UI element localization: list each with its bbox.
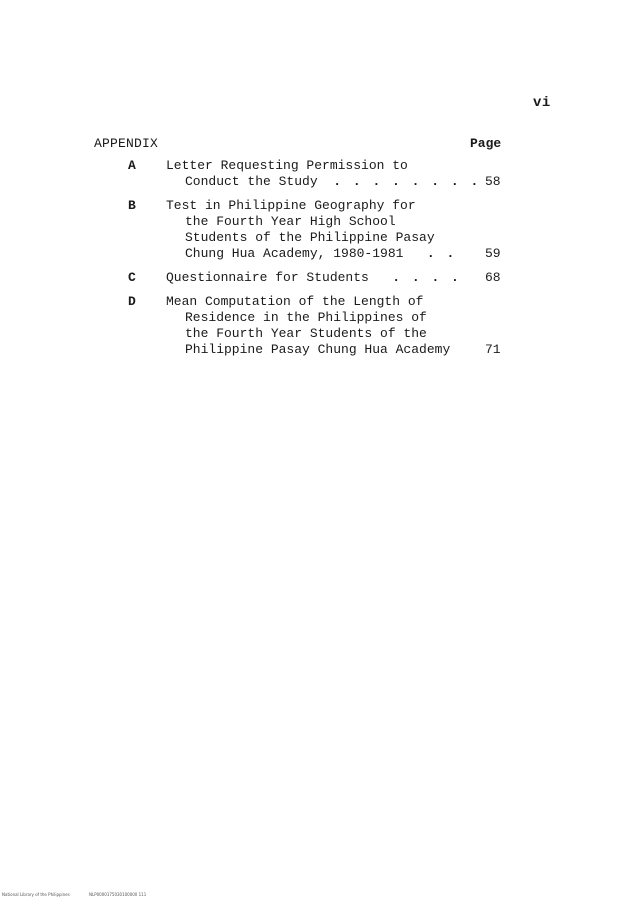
- appendix-entries: [0, 158, 634, 366]
- entry-page-number: 59: [485, 246, 501, 261]
- appendix-entry-a: [0, 158, 634, 190]
- entry-title-text: Chung Hua Academy, 1980-1981: [185, 246, 404, 261]
- entry-letter: C: [128, 270, 136, 285]
- entry-title-text: Questionnaire for Students: [166, 270, 369, 285]
- dot-leader: . . . . . . . .: [333, 174, 481, 189]
- dot-leader: . .: [426, 246, 457, 261]
- document-code: NLP0000175030100000 111: [89, 892, 147, 897]
- entry-title-line: Letter Requesting Permission to: [166, 158, 408, 173]
- toc-heading-row: [0, 136, 634, 152]
- entry-page-number: 71: [485, 342, 501, 357]
- entry-title-line: the Fourth Year High School: [185, 214, 396, 229]
- appendix-entry-c: [0, 270, 634, 286]
- entry-title-line: the Fourth Year Students of the: [185, 326, 427, 341]
- appendix-entry-d: [0, 294, 634, 358]
- dot-leader: . . . .: [392, 270, 461, 285]
- entry-letter: B: [128, 198, 136, 213]
- entry-title-line-last: [166, 270, 466, 286]
- entry-title-line-last: [166, 174, 481, 190]
- entry-title-line-last: [166, 246, 466, 262]
- library-credit: National Library of the Philippines: [2, 892, 70, 897]
- scan-footer: [2, 892, 146, 897]
- entry-title-text: Conduct the Study: [185, 174, 318, 189]
- entry-title-line: Residence in the Philippines of: [185, 310, 427, 325]
- entry-title-line: Mean Computation of the Length of: [166, 294, 424, 309]
- entry-letter: D: [128, 294, 136, 309]
- page-column-heading: Page: [470, 136, 502, 151]
- entry-title-line: Students of the Philippine Pasay: [185, 230, 435, 245]
- entry-page-number: 68: [485, 270, 501, 285]
- appendix-heading: APPENDIX: [94, 136, 159, 151]
- entry-letter: A: [128, 158, 136, 173]
- page-number: vi: [533, 95, 551, 111]
- entry-page-number: 58: [485, 174, 501, 189]
- entry-title-line-last: Philippine Pasay Chung Hua Academy: [185, 342, 451, 357]
- entry-title-line: Test in Philippine Geography for: [166, 198, 416, 213]
- appendix-entry-b: [0, 198, 634, 262]
